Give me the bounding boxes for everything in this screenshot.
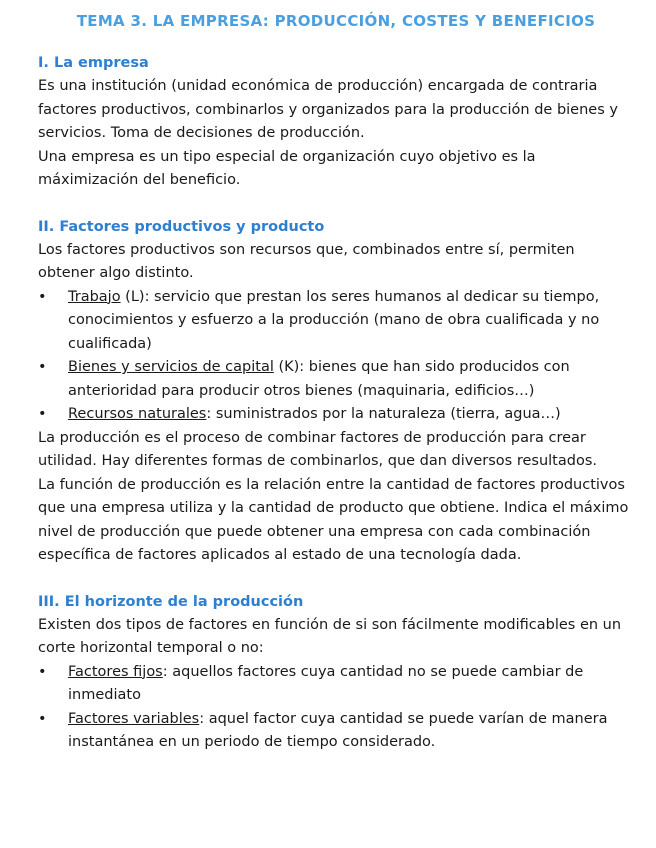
bullet-icon: • bbox=[38, 663, 47, 680]
list-item-text: : aquel factor cuya cantidad se puede varían de manera instantánea en un periodo de tiempo considerado. bbox=[68, 710, 608, 750]
list-item-term: Bienes y servicios de capital bbox=[68, 359, 274, 375]
list-item-term: Factores fijos bbox=[68, 663, 163, 680]
list-item-text: (L): servicio que prestan los seres humanos al dedicar su tiempo, conocimientos y esfuerzo a la producción (mano de obra cualificada y no cualificada) bbox=[68, 288, 600, 352]
list-item bbox=[38, 661, 634, 708]
bullet-icon: • bbox=[38, 288, 47, 305]
paragraph: Es una institución (unidad económica de producción) encargada de contraria factores productivos, combinarlos y organizados para la producción de bienes y servicios. Toma de decisiones de producción. bbox=[38, 78, 618, 141]
document-title: TEMA 3. LA EMPRESA: PRODUCCIÓN, COSTES Y BENEFICIOS bbox=[76, 12, 596, 30]
list-item bbox=[38, 708, 634, 755]
list-item-term: Factores variables bbox=[68, 710, 200, 727]
paragraph: Una empresa es un tipo especial de organización cuyo objetivo es la máximización del beneficio. bbox=[38, 148, 536, 188]
section-heading: I. La empresa bbox=[38, 55, 149, 71]
list-item-text: : aquellos factores cuya cantidad no se puede cambiar de inmediato bbox=[68, 663, 584, 703]
bullet-list bbox=[38, 661, 634, 755]
list-item bbox=[38, 403, 634, 427]
bullet-list bbox=[38, 286, 634, 427]
list-item-text: (K): bienes que han sido producidos con anterioridad para producir otros bienes (maquinaria, edificios…) bbox=[68, 359, 570, 399]
paragraph-intro: Existen dos tipos de factores en función de si son fácilmente modificables en un corte horizontal temporal o no: bbox=[38, 616, 622, 656]
section-heading: II. Factores productivos y producto bbox=[38, 218, 325, 235]
paragraph: La producción es el proceso de combinar factores de producción para crear utilidad. Hay diferentes formas de combinarlos, que dan diversos resultados. bbox=[38, 429, 597, 469]
list-item-text: : suministrados por la naturaleza (tierra, agua…) bbox=[206, 406, 561, 422]
list-item-term: Recursos naturales bbox=[68, 406, 207, 422]
list-item bbox=[38, 356, 634, 403]
bullet-icon: • bbox=[38, 406, 47, 422]
list-item-term: Trabajo bbox=[68, 288, 121, 305]
bullet-icon: • bbox=[38, 359, 47, 375]
paragraph-intro: Los factores productivos son recursos que, combinados entre sí, permiten obtener algo distinto. bbox=[38, 241, 575, 281]
section-la-empresa bbox=[38, 52, 634, 193]
section-horizonte-produccion bbox=[38, 591, 634, 755]
section-heading: III. El horizonte de la producción bbox=[38, 593, 304, 610]
list-item bbox=[38, 286, 634, 357]
paragraph: La función de producción es la relación entre la cantidad de factores productivos que una empresa utiliza y la cantidad de producto que obtiene. Indica el máximo nivel de producción que puede obtener una empresa con cada combinación específica de factores aplicados al estado de una tecnología dada. bbox=[38, 476, 629, 563]
bullet-icon: • bbox=[38, 710, 47, 727]
section-factores-productivos bbox=[38, 216, 634, 568]
